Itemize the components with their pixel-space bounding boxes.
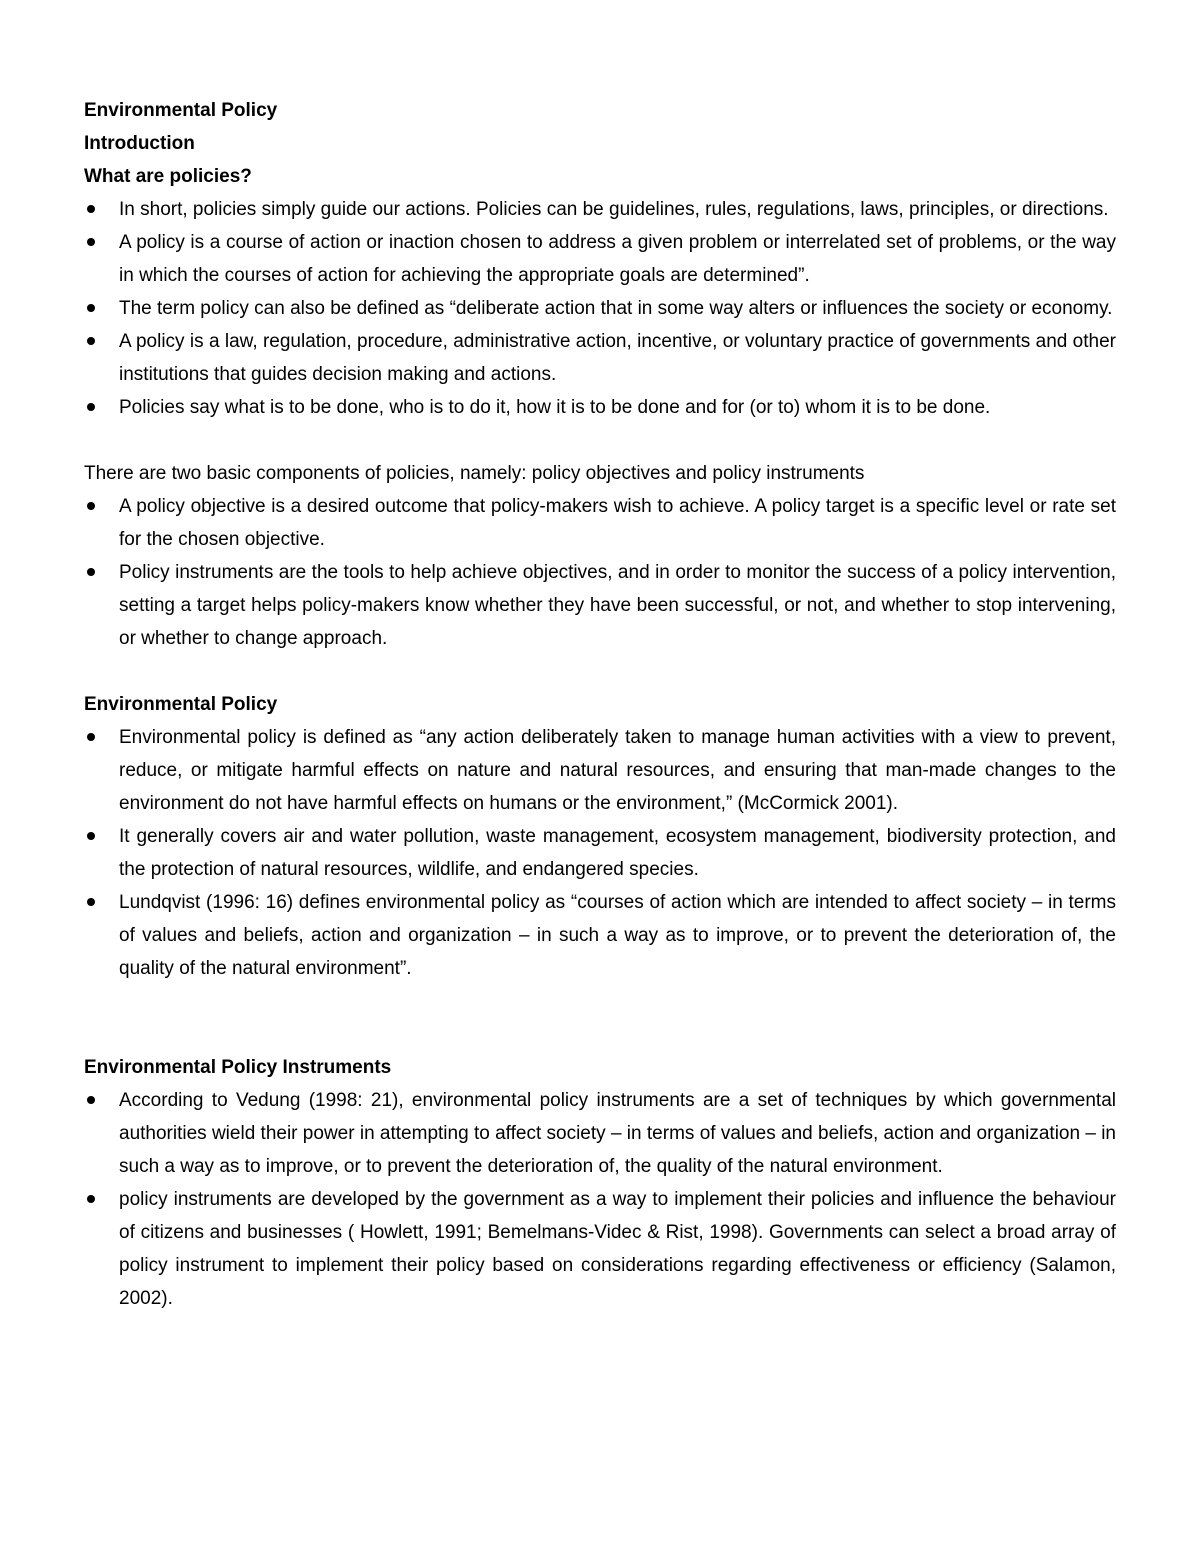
instrument-bullet-list <box>84 1084 1116 1315</box>
list-item <box>84 490 1116 556</box>
spacer <box>84 985 1116 1051</box>
spacer <box>84 655 1116 688</box>
list-item <box>84 820 1116 886</box>
spacer <box>84 424 1116 457</box>
bullet-text: In short, policies simply guide our actions. Policies can be guidelines, rules, regulations, laws, principles, or directions. <box>119 199 1109 220</box>
bullet-icon <box>87 337 95 345</box>
document-page <box>84 94 1116 1315</box>
component-bullet-list <box>84 490 1116 655</box>
list-item <box>84 721 1116 820</box>
bullet-text: The term policy can also be defined as “deliberate action that in some way alters or influences the society or economy. <box>119 298 1113 319</box>
env-policy-bullet-list <box>84 721 1116 985</box>
bullet-text: It generally covers air and water pollution, waste management, ecosystem management, biodiversity protection, and the protection of natural resources, wildlife, and endangered species. <box>119 826 1116 880</box>
intro-heading: Introduction <box>84 133 195 154</box>
bullet-icon <box>87 403 95 411</box>
list-item <box>84 226 1116 292</box>
bullet-icon <box>87 733 95 741</box>
bullet-text: Environmental policy is defined as “any action deliberately taken to manage human activities with a view to prevent, reduce, or mitigate harmful effects on nature and natural resources, and ensuring that man-made changes to the environment do not have harmful effects on humans or the environment,” (McCormick 2001). <box>119 727 1116 814</box>
bullet-icon <box>87 568 95 576</box>
bullet-icon <box>87 1096 95 1104</box>
list-item <box>84 193 1116 226</box>
policy-bullet-list <box>84 193 1116 424</box>
question-heading: What are policies? <box>84 166 252 187</box>
bullet-icon <box>87 502 95 510</box>
bullet-text: Lundqvist (1996: 16) defines environmental policy as “courses of action which are intended to affect society – in terms of values and beliefs, action and organization – in such a way as to improve, or to prevent the deterioration of, the quality of the natural environment”. <box>119 892 1116 979</box>
bullet-icon <box>87 898 95 906</box>
bullet-icon <box>87 205 95 213</box>
list-item <box>84 1084 1116 1183</box>
instruments-heading: Environmental Policy Instruments <box>84 1057 392 1078</box>
bullet-text: According to Vedung (1998: 21), environmental policy instruments are a set of techniques by which governmental authorities wield their power in attempting to affect society – in terms of values and beliefs, action and organization – in such a way as to improve, or to prevent the deterioration of, the quality of the natural environment. <box>119 1090 1116 1177</box>
bullet-icon <box>87 304 95 312</box>
bullet-text: Policy instruments are the tools to help achieve objectives, and in order to monitor the success of a policy intervention, setting a target helps policy-makers know whether they have been successful, or not, and whether to stop intervening, or whether to change approach. <box>119 562 1116 649</box>
bullet-icon <box>87 238 95 246</box>
bullet-icon <box>87 832 95 840</box>
list-item <box>84 391 1116 424</box>
bullet-text: A policy is a course of action or inaction chosen to address a given problem or interrelated set of problems, or the way in which the courses of action for achieving the appropriate goals are determined”. <box>119 232 1116 286</box>
list-item <box>84 1183 1116 1315</box>
list-item <box>84 556 1116 655</box>
bullet-text: policy instruments are developed by the government as a way to implement their policies and influence the behaviour of citizens and businesses ( Howlett, 1991; Bemelmans-Videc & Rist, 1998). Governments can select a broad array of policy instrument to implement their policy based on considerations regarding effectiveness or efficiency (Salamon, 2002). <box>119 1189 1116 1309</box>
list-item <box>84 886 1116 985</box>
list-item <box>84 292 1116 325</box>
bullet-text: Policies say what is to be done, who is to do it, how it is to be done and for (or to) whom it is to be done. <box>119 397 991 418</box>
components-intro: There are two basic components of policies, namely: policy objectives and policy instruments <box>84 463 865 484</box>
list-item <box>84 325 1116 391</box>
env-policy-heading: Environmental Policy <box>84 694 278 715</box>
bullet-icon <box>87 1195 95 1203</box>
bullet-text: A policy is a law, regulation, procedure, administrative action, incentive, or voluntary practice of governments and other institutions that guides decision making and actions. <box>119 331 1116 385</box>
bullet-text: A policy objective is a desired outcome that policy-makers wish to achieve. A policy target is a specific level or rate set for the chosen objective. <box>119 496 1116 550</box>
document-title: Environmental Policy <box>84 100 278 121</box>
